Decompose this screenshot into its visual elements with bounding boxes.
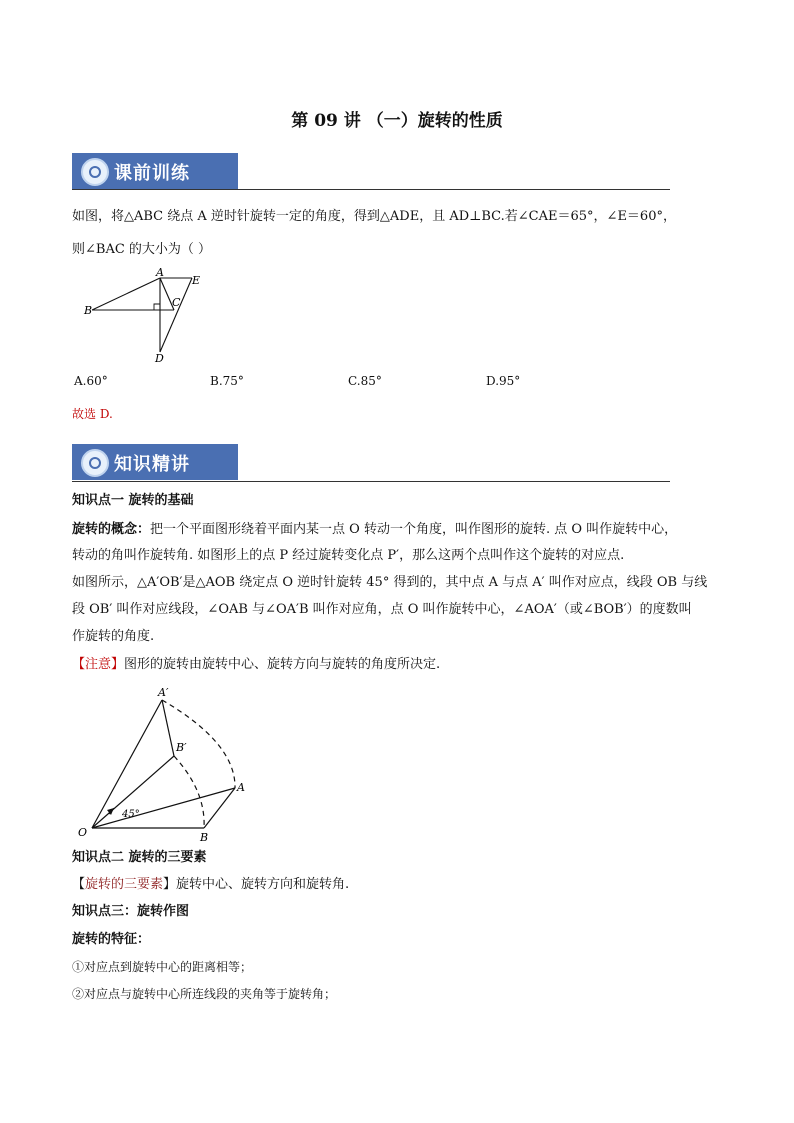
section-divider [72, 481, 670, 482]
label-B-prime: B′ [176, 741, 187, 754]
note-tag: 【注意】 [72, 657, 125, 672]
triangle-figure [80, 266, 210, 366]
three-elements-text: 旋转中心、旋转方向和旋转角. [176, 877, 350, 892]
banner-label: 知识精讲 [114, 454, 190, 475]
label-D: D [155, 352, 164, 365]
segment-BA [92, 278, 160, 310]
question-text-line2: 则∠BAC 的大小为（ ） [72, 242, 212, 257]
note-text: 图形的旋转由旋转中心、旋转方向与旋转的角度所决定. [124, 657, 441, 672]
example-line2: 段 OB′ 叫作对应线段，∠OAB 与∠OA′B 叫作对应角，点 O 叫作旋转中心，∠AOA′（或∠BOB′）的度数叫 [72, 602, 692, 617]
feature-item-2: ②对应点与旋转中心所连线段的夹角等于旋转角； [72, 987, 337, 1001]
banner-label: 课前训练 [114, 163, 190, 184]
label-A: A [156, 266, 164, 279]
segment-A1B1 [162, 700, 174, 756]
choice-b: B.75° [210, 374, 244, 388]
page-title: 第 09 讲 （一）旋转的性质 [291, 111, 503, 131]
tag-close: 】 [163, 877, 177, 892]
tag-open: 【 [72, 877, 86, 892]
three-elements-line [72, 875, 349, 895]
choice-a: A.60° [74, 374, 108, 388]
label-A: A [237, 781, 245, 794]
circle-logo-icon [81, 158, 109, 186]
angle-label: 45° [122, 809, 140, 820]
section-divider [72, 189, 670, 190]
concept-label: 旋转的概念： [72, 522, 151, 537]
arc-B-B1 [174, 756, 204, 828]
label-A-prime: A′ [158, 686, 169, 699]
features-label: 旋转的特征： [72, 932, 151, 947]
note-line [72, 655, 440, 675]
example-line1: 如图所示，△A′OB′是△AOB 绕定点 O 逆时针旋转 45° 得到的，其中点 A 与点 A′ 叫作对应点，线段 OB 与线 [72, 575, 708, 590]
answer-text: 故选 D. [72, 407, 113, 421]
knowledge-point-2-heading: 知识点二 旋转的三要素 [72, 850, 207, 865]
concept-line1 [72, 520, 677, 540]
choice-c: C.85° [348, 374, 382, 388]
choice-d: D.95° [486, 374, 521, 388]
label-E: E [192, 274, 201, 287]
three-elements-tag: 旋转的三要素 [85, 877, 164, 892]
section-banner-knowledge [72, 444, 238, 480]
rotation-figure [74, 683, 274, 843]
arc-A-A1 [162, 700, 235, 788]
label-B: B [200, 831, 209, 843]
circle-logo-icon [81, 449, 109, 477]
right-angle-mark [154, 304, 160, 310]
knowledge-point-3-heading: 知识点三：旋转作图 [72, 904, 190, 919]
knowledge-point-1-heading: 知识点一 旋转的基础 [72, 493, 194, 508]
label-B: B [84, 304, 93, 317]
question-text-line1: 如图，将△ABC 绕点 A 逆时针旋转一定的角度，得到△ADE，且 AD⊥BC.若∠CAE＝65°，∠E＝60°， [72, 209, 676, 224]
concept-text: 把一个平面图形绕着平面内某一点 O 转动一个角度，叫作图形的旋转. 点 O 叫作旋转中心， [150, 522, 678, 537]
section-banner-pre-class [72, 153, 238, 189]
example-line3: 作旋转的角度. [72, 629, 155, 644]
segment-AB [204, 788, 235, 828]
feature-item-1: ①对应点到旋转中心的距离相等； [72, 960, 253, 974]
concept-line2: 转动的角叫作旋转角. 如图形上的点 P 经过旋转变化点 P′，那么这两个点叫作这个旋转的对应点. [72, 548, 625, 563]
label-O: O [78, 826, 88, 839]
label-C: C [172, 296, 181, 309]
